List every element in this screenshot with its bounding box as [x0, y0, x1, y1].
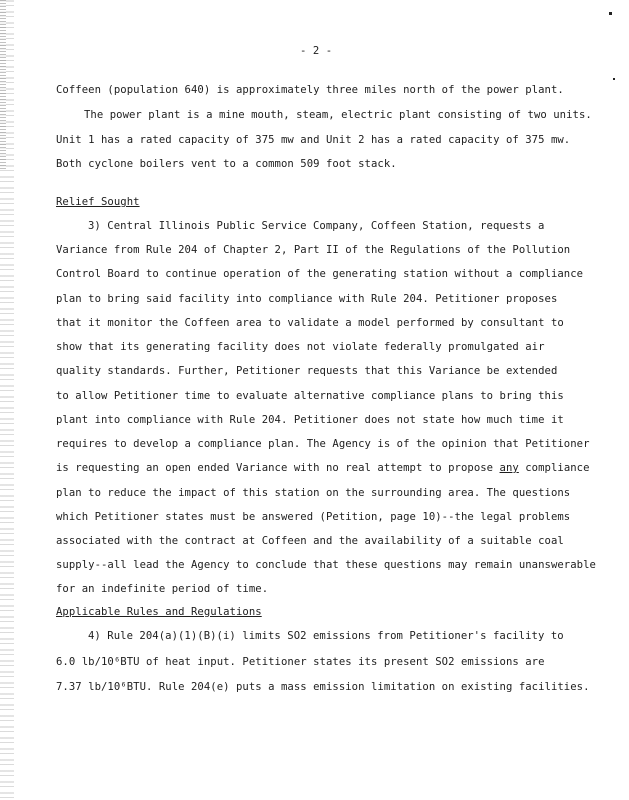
emphasized-word: any — [499, 462, 519, 474]
text-line: plan to reduce the impact of this station on the surrounding area. The questions — [56, 487, 571, 499]
text-line: quality standards. Further, Petitioner requests that this Variance be extended — [56, 365, 558, 377]
text-line: that it monitor the Coffeen area to validate a model performed by consultant to — [56, 317, 564, 329]
text-line: 6.0 lb/10⁶BTU of heat input. Petitioner states its present SO2 emissions are — [56, 656, 545, 668]
text-line: for an indefinite period of time. — [56, 583, 269, 595]
section-heading-relief: Relief Sought — [56, 196, 140, 208]
text-line: Both cyclone boilers vent to a common 509 foot stack. — [56, 158, 397, 170]
text-line: 3) Central Illinois Public Service Company, Coffeen Station, requests a — [88, 220, 545, 232]
text-line: associated with the contract at Coffeen and the availability of a suitable coal — [56, 535, 564, 547]
text-line: which Petitioner states must be answered (Petition, page 10)--the legal problems — [56, 511, 571, 523]
text-line: supply--all lead the Agency to conclude that these questions may remain unanswerable — [56, 559, 596, 571]
text-line — [56, 461, 590, 475]
text-line: 4) Rule 204(a)(1)(B)(i) limits SO2 emissions from Petitioner's facility to — [88, 630, 564, 642]
text-line: requires to develop a compliance plan. The Agency is of the opinion that Petitioner — [56, 438, 590, 450]
text-line: The power plant is a mine mouth, steam, electric plant consisting of two units. — [84, 109, 592, 121]
scan-speck — [609, 12, 612, 15]
scan-edge-noise-dark — [0, 0, 6, 170]
text-line: Variance from Rule 204 of Chapter 2, Part II of the Regulations of the Pollution — [56, 244, 571, 256]
scan-speck — [613, 78, 615, 80]
text-line: Coffeen (population 640) is approximately three miles north of the power plant. — [56, 84, 564, 96]
text-span: compliance — [518, 462, 590, 474]
text-line: to allow Petitioner time to evaluate alternative compliance plans to bring this — [56, 390, 564, 402]
text-line: Unit 1 has a rated capacity of 375 mw and Unit 2 has a rated capacity of 375 mw. — [56, 134, 571, 146]
page-number: - 2 - — [300, 45, 333, 57]
text-span: is requesting an open ended Variance with no real attempt to propose — [56, 462, 500, 474]
text-line: show that its generating facility does not violate federally promulgated air — [56, 341, 545, 353]
text-line: 7.37 lb/10⁶BTU. Rule 204(e) puts a mass emission limitation on existing facilities. — [56, 681, 590, 693]
text-line: plant into compliance with Rule 204. Petitioner does not state how much time it — [56, 414, 564, 426]
section-heading-rules: Applicable Rules and Regulations — [56, 606, 262, 618]
text-line: Control Board to continue operation of the generating station without a compliance — [56, 268, 584, 280]
text-line: plan to bring said facility into compliance with Rule 204. Petitioner proposes — [56, 293, 558, 305]
